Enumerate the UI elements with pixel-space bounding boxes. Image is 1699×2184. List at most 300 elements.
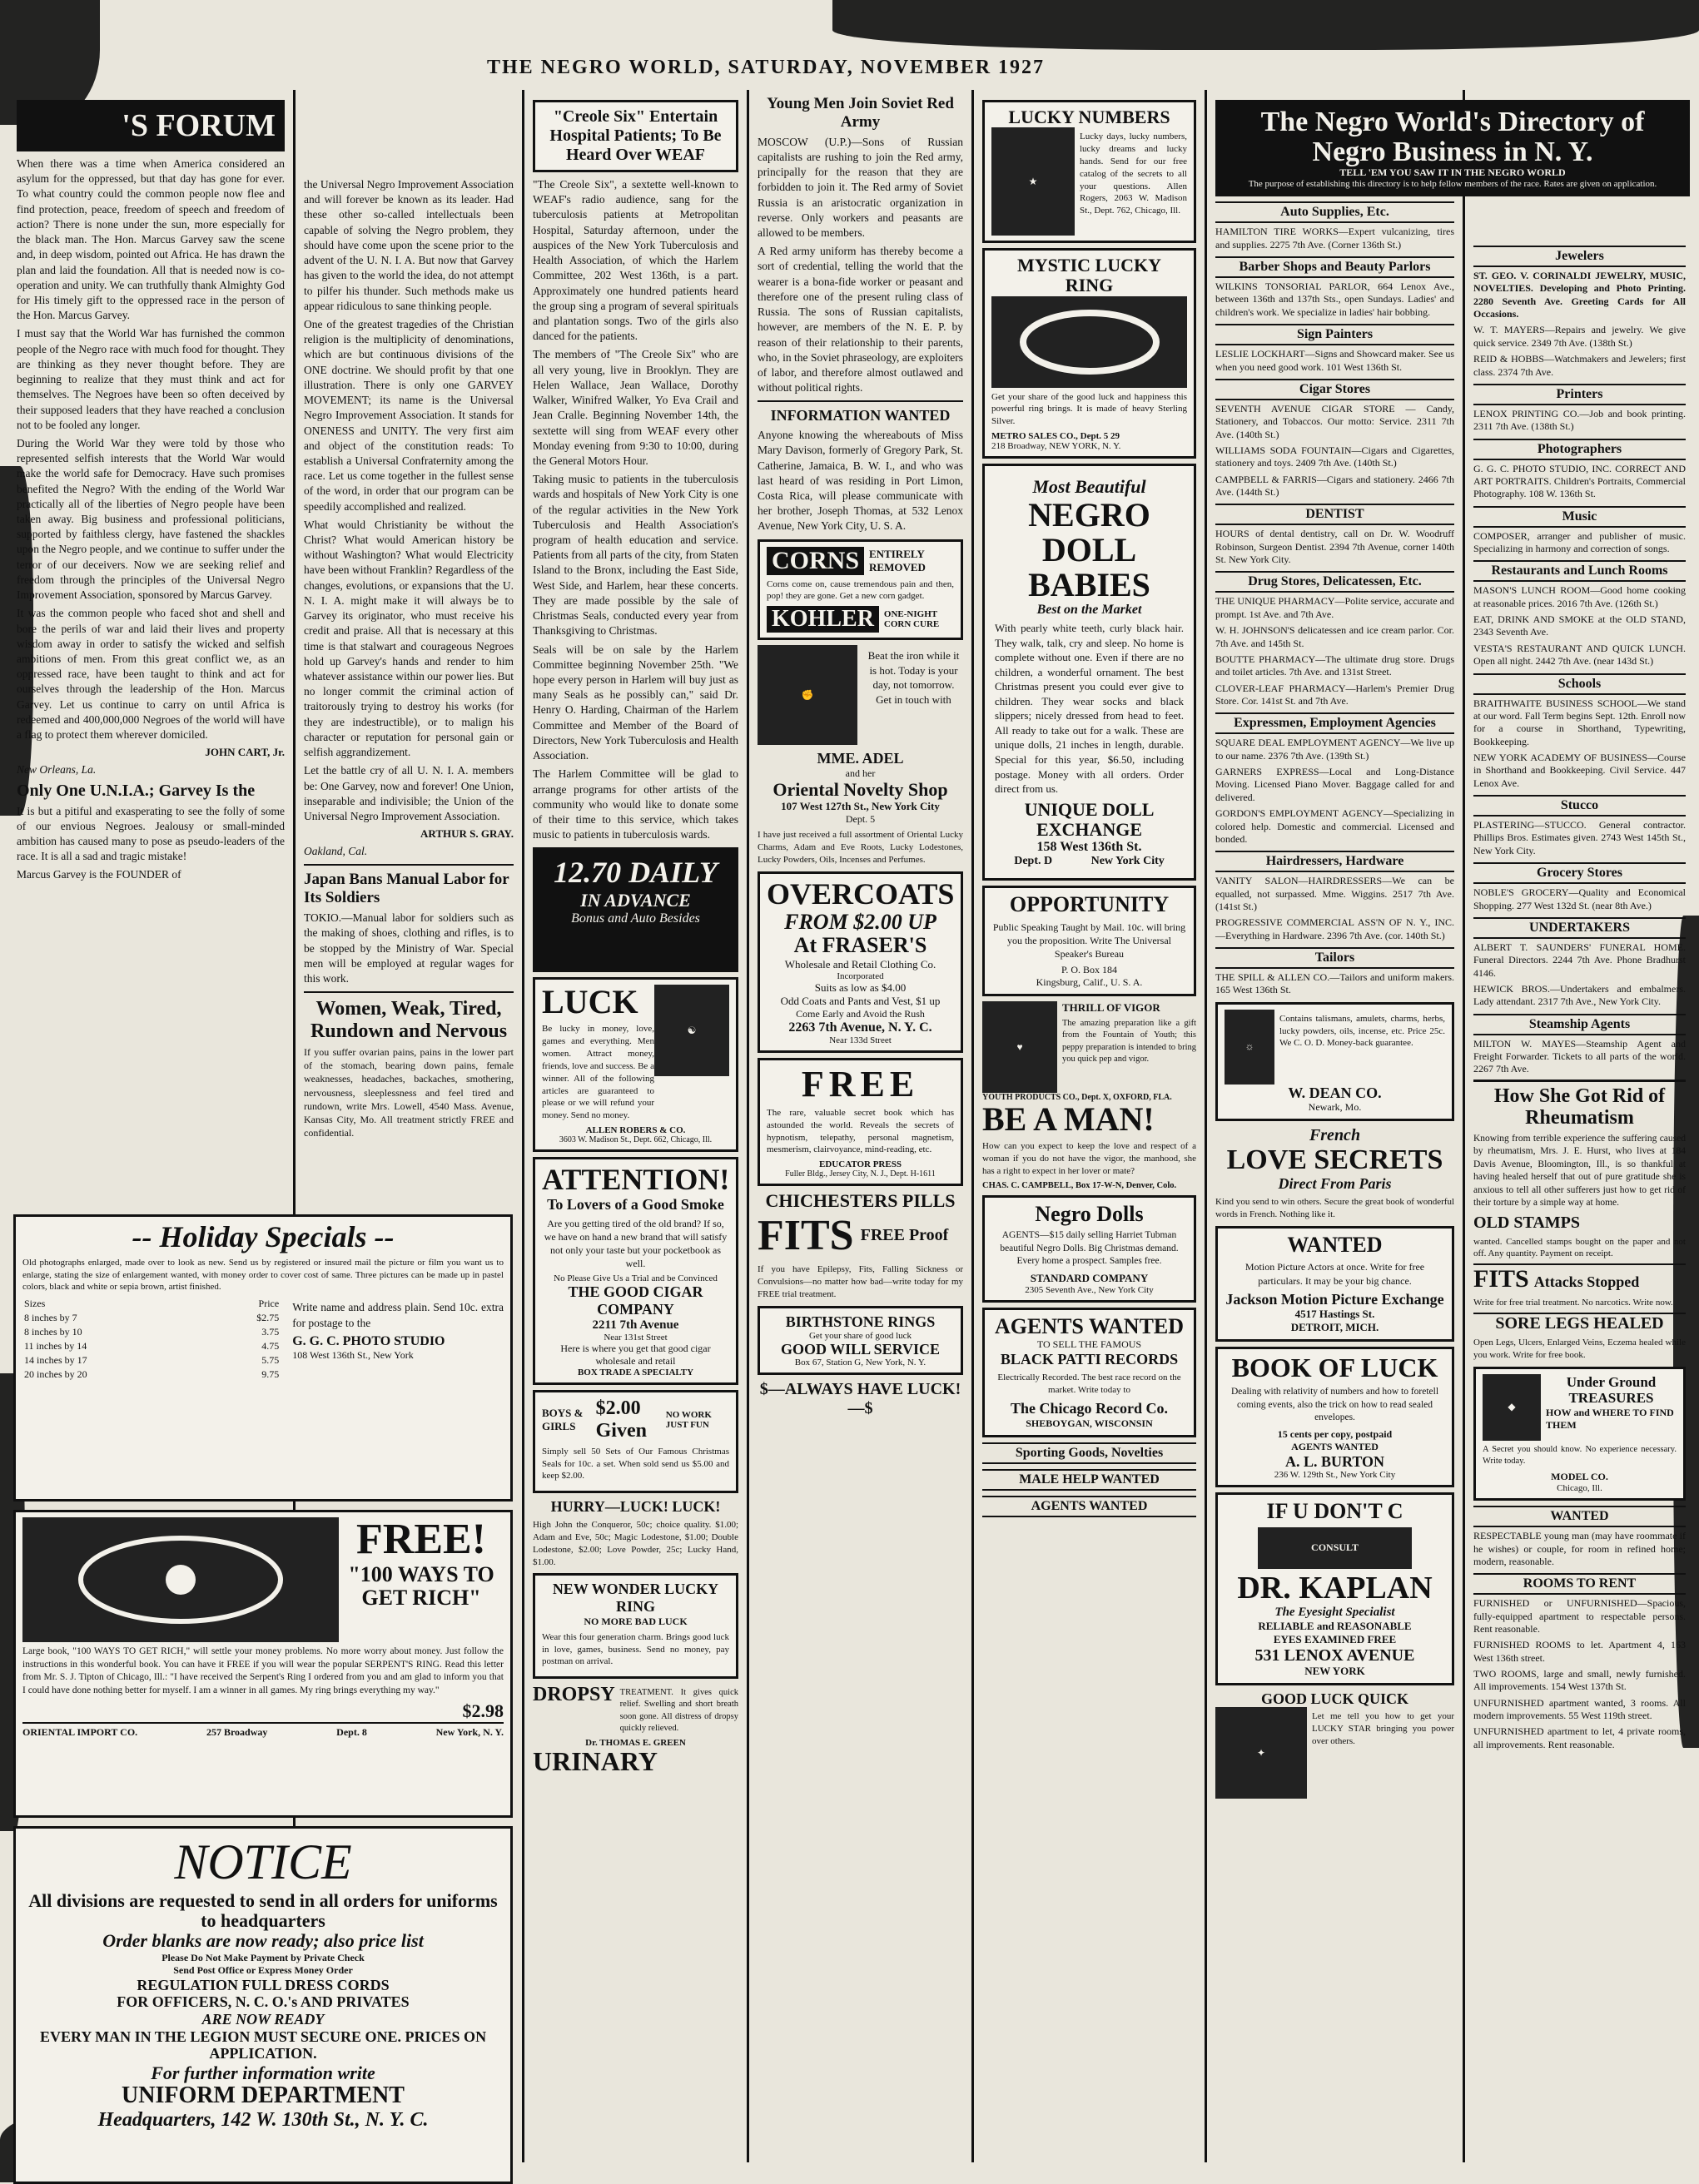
doll-title: NEGRO DOLL BABIES [1028, 496, 1150, 604]
burton-name: A. L. BURTON [1284, 1452, 1385, 1470]
free-title: FREE! [356, 1516, 486, 1563]
listing: THE SPILL & ALLEN CO.—Tailors and uniform makers. 165 West 136th St. [1215, 971, 1454, 996]
forum-para: I must say that the World War has furnished the common people of the Negro race with much food for thought. They are thinking as they never thought before. They are beginning to realize that they must think and act for themselves. The Negroes have been so often deceived by their supposed leaders that they have reached a conclusion not to be fooled any longer. [17, 327, 285, 431]
frasers-come: Come Early and Avoid the Rush [796, 1007, 925, 1020]
negro-dolls-ad [982, 1195, 1196, 1303]
fits2-body: Write for free trial treatment. No narcotics. Write now. [1473, 1298, 1673, 1308]
thrill-title: THRILL OF VIGOR [1062, 1001, 1160, 1015]
unique-city: New York City [1090, 855, 1165, 868]
listing: COMPOSER, arranger and publisher of music. Specializing in harmony and correction of songs. [1473, 529, 1686, 555]
opportunity-city: Kingsburg, Calif., U. S. A. [1036, 976, 1143, 989]
price-header: Price [258, 1298, 280, 1310]
youth-products: YOUTH PRODUCTS CO., Dept. X, OXFORD, FLA. [982, 1093, 1172, 1103]
listing: NOBLE'S GROCERY—Quality and Economical Shopping. 277 West 132d St. (near 8th Ave.) [1473, 886, 1686, 911]
wanted-body: Motion Picture Actors at once. Write for free particulars. It may be your big chance. [1244, 1261, 1425, 1287]
doll-ad [982, 464, 1196, 881]
adel-and: and her [845, 767, 876, 779]
negro-dolls-body: AGENTS—$15 daily selling Harriet Tubman beautiful Negro Dolls. Big Christmas demand. Every home a prospect. Samples free. [1000, 1230, 1179, 1267]
section-steamship: Steamship Agents [1473, 1014, 1686, 1035]
sore-legs-title: SORE LEGS HEALED [1473, 1313, 1686, 1333]
cigar-ad [533, 1157, 738, 1385]
kaplan-name: DR. KAPLAN [1237, 1570, 1433, 1606]
notice-line: All divisions are requested to send in all orders for uniforms to headquarters [28, 1890, 498, 1932]
jackson-city: DETROIT, MICH. [1290, 1321, 1379, 1334]
treasure-chest-icon: ◆ [1483, 1374, 1541, 1441]
forum-title: 'S FORUM [17, 100, 285, 151]
unique-dept: Dept. D [1014, 855, 1053, 868]
women-body: If you suffer ovarian pains, pains in the lower part of the stomach, bearing down pains, female weaknesses, headaches, backaches, smothering, nervousness, sleeplessness and feel tired and rundown, write Mrs. Lowell, 4540 Mass. Avenue, Kansas City, Mo. All treatment strictly FREE and confidential. [304, 1045, 514, 1139]
listing: VANITY SALON—HAIRDRESSERS—We can be equalled, not surpassed. Mme. Wiggins. 2517 7th Ave. (141st St.) [1215, 875, 1454, 912]
section-wanted: WANTED [1473, 1506, 1686, 1527]
model-co: MODEL CO. [1551, 1471, 1608, 1483]
listing: W. T. MAYERS—Repairs and jewelry. We give quick service. 2349 7th Ave. (138th St.) [1473, 324, 1686, 349]
notice-line: For further information write [151, 2062, 375, 2083]
mystic-body: Get your share of the good luck and happiness this powerful ring brings. It is made of heavy Sterling Silver. [991, 391, 1187, 427]
frasers-suits: Suits as low as $4.00 [814, 980, 907, 994]
kaplan-reliable: RELIABLE and REASONABLE [1258, 1619, 1412, 1632]
book-luck-price: 15 cents per copy, postpaid [1277, 1427, 1393, 1440]
price-row: 14 inches by 17 5.75 [24, 1354, 280, 1367]
campbell: CHAS. C. CAMPBELL, Box 17-W-N, Denver, Colo. [982, 1180, 1177, 1190]
adel-body: I have just received a full assortment of Oriental Lucky Charms, Adam and Eve Roots, Lucky Lodestones, Lucky Powders, Oils, Incenses and Perfumes. [758, 830, 963, 865]
adel-address: 107 West 127th St., New York City [781, 800, 940, 813]
educator-address: Fuller Bldg., Jersey City, N. J., Dept. H-1611 [785, 1169, 936, 1179]
notice-line: FOR OFFICERS, N. C. O.'s AND PRIVATES [117, 1993, 410, 2011]
creole-para: Seals will be on sale by the Harlem Committee beginning November 25th. "We hope every person in Harlem will buy just as many Seals as he possibly can," said Dr. Henry O. Harding, Chairman of the Harlem Committee and Member of the Board of Directors, New York Tuberculosis and Health Association. [533, 643, 738, 762]
doll-best: Best on the Market [1036, 603, 1142, 618]
directory-intro: The purpose of establishing this directory is to help fellow members of the race. Rates are given on application. [1248, 179, 1657, 190]
listing: BOUTTE PHARMACY—The ultimate drug store. Drugs and toilet articles. 7th Ave. and 131st Street. [1215, 653, 1454, 678]
notice-line: Headquarters, 142 W. 130th St., N. Y. C. [97, 2109, 429, 2132]
unique-name: UNIQUE DOLL EXCHANGE [1024, 798, 1155, 840]
listing: VESTA'S RESTAURANT AND QUICK LUNCH. Open all night. 2442 7th Ave. (near 143d St.) [1473, 642, 1686, 668]
free-dept: Dept. 8 [336, 1726, 367, 1739]
frasers-near: Near 133d Street [829, 1035, 892, 1045]
fits-title: FITS [758, 1212, 854, 1260]
section-express: Expressmen, Employment Agencies [1215, 712, 1454, 734]
metro-address: 218 Broadway, NEW YORK, N. Y. [991, 441, 1121, 452]
frasers-inc: Incorporated [837, 970, 884, 981]
forum-para: It was the common people who faced shot and shell and bore the perils of war and laid their lives and property wisdom away in order to satisfy the wicked and selfish ambitions of men. From this great conflict we, as an oppressed race, have been taught to think and act for ourselves through the leadership of the Hon. Marcus Garvey. Let us continue to carry on until Africa is redeemed and 400,000,000 Negroes of the world will have a flag to protect them wherever domiciled. [17, 607, 285, 742]
smoke-note: No Please Give Us a Trial and be Convinced [554, 1273, 718, 1284]
directory-tag: TELL 'EM YOU SAW IT IN THE NEGRO WORLD [1339, 166, 1566, 179]
notice-line: ARE NOW READY [201, 2010, 325, 2028]
directory-title: The Negro World's Directory of Negro Business in N. Y. [1260, 107, 1645, 167]
info-wanted-body: Anyone knowing the whereabouts of Miss Mary Davison, formerly of Gregory Park, St. Catherine, Jamaica, B. W. I., and who was last heard of was residing in Port Limon, Costa Rica, will please communicate with her brother, Joseph Thomas, at 532 Lenox Avenue, New York City, U. S. A. [758, 429, 963, 533]
listing: MILTON W. MAYES—Steamship Agent and Freight Forwarder. Tickets to all parts of the world. 2267 7th Ave. [1473, 1037, 1686, 1075]
direct-from-paris: Direct From Paris [1278, 1175, 1392, 1193]
seals-body: Simply sell 50 Sets of Our Famous Christmas Seals for 10c. a set. When sold send us $5.00 and keep $2.00. [542, 1446, 729, 1482]
section-stucco: Stucco [1473, 795, 1686, 817]
listing: CAMPBELL & FARRIS—Cigars and stationery. 2466 7th Ave. (144th St.) [1215, 473, 1454, 499]
info-wanted-title: INFORMATION WANTED [770, 407, 951, 424]
listing: EAT, DRINK AND SMOKE at the OLD STAND, 2343 Seventh Ave. [1473, 613, 1686, 638]
notice-line: Send Post Office or Express Money Order [173, 1963, 353, 1976]
rheumatism-body: Knowing from terrible experience the suffering caused by rheumatism, Mrs. J. E. Hurst, who lives at 184 Davis Avenue, Bloomington, Ill., is so thankful at having healed herself that out of pure gratitude she is anxious to tell all other sufferers just how to get rid of their torture by a simple way at home. [1473, 1133, 1686, 1209]
section-dentist: DENTIST [1215, 504, 1454, 525]
col2-location: Oakland, Cal. [304, 845, 368, 858]
listing: HEWICK BROS.—Undertakers and embalmers. Lady attendant. 2317 7th Ave., New York City. [1473, 982, 1686, 1008]
price-row: 20 inches by 20 9.75 [24, 1368, 280, 1381]
corns-ad [758, 539, 963, 641]
free-book-ad [758, 1058, 963, 1187]
jackson-ad [1215, 1226, 1454, 1343]
listing: W. H. JOHNSON'S delicatessen and ice cream parlor. Cor. 7th Ave. and 145th St. [1215, 624, 1454, 649]
forum-signature: JOHN CART, Jr. [205, 746, 285, 759]
consult-label: CONSULT [1311, 1541, 1359, 1554]
black-patti-ad [982, 1308, 1196, 1437]
listing: GARNERS EXPRESS—Local and Long-Distance Moving. Licensed Piano Mover. Baggage called for and delivered. [1215, 766, 1454, 803]
listing: CLOVER-LEAF PHARMACY—Harlem's Premier Drug Store. Cor. 141st St. and 7th Ave. [1215, 682, 1454, 707]
notice-line: UNIFORM DEPARTMENT [122, 2082, 405, 2109]
adel-dept: Dept. 5 [845, 813, 876, 826]
book-luck-agents: AGENTS WANTED [1291, 1440, 1379, 1452]
section-cigar: Cigar Stores [1215, 379, 1454, 400]
section-restaurants: Restaurants and Lunch Rooms [1473, 560, 1686, 582]
soviet-headline: Young Men Join Soviet Red Army [767, 95, 954, 131]
no-work: NO WORK JUST FUN [665, 1409, 712, 1430]
column-novelties [974, 90, 1207, 2162]
love-body: Kind you send to win others. Secure the great book of wonderful words in French. Nothing like it. [1215, 1197, 1454, 1219]
listing: G. G. C. PHOTO STUDIO, INC. CORRECT AND ART PORTRAITS. Children's Portraits, Commercial Photography. 108 W. 136th St. [1473, 462, 1686, 500]
burton-address: 236 W. 129th St., New York City [1274, 1470, 1396, 1481]
free-company: ORIENTAL IMPORT CO. [22, 1726, 138, 1739]
forum-subhead: Only One U.N.I.A.; Garvey Is the [17, 781, 256, 800]
kaplan-city: NEW YORK [1304, 1664, 1365, 1677]
listing: THE UNIQUE PHARMACY—Polite service, accurate and prompt. 1st Ave. and 7th Ave. [1215, 595, 1454, 620]
notice-line: EVERY MAN IN THE LEGION MUST SECURE ONE. PRICES ON APPLICATION. [39, 2028, 487, 2062]
dean-ad [1215, 1002, 1454, 1122]
given-amount: $2.00 Given [595, 1397, 647, 1442]
overcoats-price: FROM $2.00 UP [784, 909, 936, 934]
section-rooms: ROOMS TO RENT [1473, 1573, 1686, 1595]
fits-body: If you have Epilepsy, Fits, Falling Sickness or Convulsions—no matter how bad—write today for my FREE trial treatment. [758, 1264, 963, 1300]
holiday-right: Write name and address plain. Send 10c. extra for postage to the [292, 1301, 504, 1329]
price-row: 8 inches by 7 $2.75 [24, 1312, 280, 1324]
col2-signature: ARTHUR S. GRAY. [420, 827, 514, 841]
chicago-record: The Chicago Record Co. [1011, 1399, 1168, 1417]
masthead: THE NEGRO WORLD, SATURDAY, NOVEMBER 1927 [486, 57, 1046, 78]
col2-para: One of the greatest tragedies of the Christian religion is the multiplicity of denominations, which are but continuous divisions of the ONE doctrine. We should profit by that one illustration. There is only one GARVEY MOVEMENT; its name is the Universal Negro Improvement Association. It stands for ONENESS and UNITY. The very first aim and object of the constitution reads: To establish a Universal Confraternity among the race. Let us come together in the fullest sense of the word, in order that our program can be speedily accomplished and realized. [304, 317, 514, 513]
ring-icon [991, 296, 1187, 388]
women-headline: Women, Weak, Tired, Rundown and Nervous [310, 998, 508, 1042]
price-row: 11 inches by 14 4.75 [24, 1340, 280, 1353]
agents-wanted-section: AGENTS WANTED [982, 1496, 1196, 1517]
listing: UNFURNISHED apartment wanted, 3 rooms. All modern improvements. 55 West 119th street. [1473, 1696, 1686, 1722]
attention-title: ATTENTION! [542, 1163, 730, 1197]
listing: GORDON'S EMPLOYMENT AGENCY—Specializing in colored help. Domestic and commercial. Licensed and bonded. [1215, 807, 1454, 845]
frasers-odd: Odd Coats and Pants and Vest, $1 up [780, 994, 941, 1007]
daily-amount: 12.70 DAILY [554, 856, 718, 890]
star-icon: ✦ [1215, 1707, 1307, 1799]
free-body: Large book, "100 WAYS TO GET RICH," will settle your money problems. No more worry about money. Just follow the instructions in this wonderful book. You can have it FREE if you will wear the popular SERPENT'S RING. Read this letter from Mr. S. J. Tipton of Chicago, Ill.: "I have received the Serpent's Ring I ordered from you and am glad to inform you that I could have done nothing better for myself. I am a winner in all games. My ring brings everything my way." [22, 1646, 504, 1695]
wonder-body: Wear this four generation charm. Brings good luck in love, games, business. Send no money, pay postman on arrival. [542, 1631, 729, 1667]
overcoats-title: OVERCOATS [767, 876, 955, 911]
listing: ALBERT T. SAUNDERS' FUNERAL HOME. Funeral Directors. 2244 7th Ave. Phone Bradhurst 4146. [1473, 941, 1686, 979]
jackson-name: Jackson Motion Picture Exchange [1225, 1290, 1444, 1308]
listing: MASON'S LUNCH ROOM—Good home cooking at reasonable prices. 2016 7th Ave. (126th St.) [1473, 584, 1686, 609]
birthstone-sub: Get your share of good luck [808, 1330, 912, 1341]
cigar-address: 2211 7th Avenue [592, 1318, 679, 1332]
serpent-ring-icon [31, 1521, 330, 1638]
listing: LESLIE LOCKHART—Signs and Showcard maker. See us when you need good work. 101 West 136th St. [1215, 348, 1454, 373]
section-schools: Schools [1473, 673, 1686, 695]
standard-company: STANDARD COMPANY [1030, 1271, 1149, 1284]
agents-sub: TO SELL THE FAMOUS [1036, 1338, 1142, 1351]
unique-address: 158 West 136th St. [1036, 840, 1142, 855]
cigar-company: THE GOOD CIGAR COMPANY [568, 1283, 703, 1318]
lucky-numbers-body: Lucky days, lucky numbers, lucky dreams and lucky hands. Send for our free catalog of the secrets to all your questions. Allen Rogers, 2063 W. Madison St., Dept. 762, Chicago, Ill. [1080, 132, 1187, 216]
corns-title: CORNS [767, 547, 864, 575]
fits2-sub: Attacks Stopped [1533, 1273, 1640, 1291]
good-luck-body: Let me tell you how to get your LUCKY STAR bringing you power over others. [1312, 1711, 1454, 1747]
section-music: Music [1473, 506, 1686, 528]
be-a-man-body: How can you expect to keep the love and respect of a woman if you do not have the vigor, the manhood, she has a right to expect in her lover or mate? [982, 1141, 1196, 1176]
rheumatism-title: How She Got Rid of Rheumatism [1473, 1080, 1686, 1129]
section-auto: Auto Supplies, Etc. [1215, 201, 1454, 223]
smoke-sub: To Lovers of a Good Smoke [547, 1195, 724, 1213]
creole-para: The Harlem Committee will be glad to arrange programs for other artists of the community who would like to donate some of their time to this service, which takes music to patients in tuberculosis wards. [533, 767, 738, 841]
free-city: New York, N. Y. [435, 1726, 504, 1739]
fist-icon: ✊ [758, 645, 857, 745]
educator-name: EDUCATOR PRESS [819, 1159, 902, 1170]
listing: RESPECTABLE young man (may have roommate if he wishes) or couple, for room in refined home; modern, reasonable. [1473, 1530, 1686, 1567]
love-secrets-title: LOVE SECRETS [1226, 1144, 1443, 1176]
soviet-para: A Red army uniform has thereby become a sort of credential, telling the world that the wearer is a bona-fide worker or peasant and therefore one of the present ruling class of Russia. The sons of Russian capitalists, however, are members of the N. E. P. by reason of their relationship to their parents, who, in the Soviet phraseology, are exploiters of labor, and therefore almost outlawed and without political rights. [758, 245, 963, 395]
section-barber: Barber Shops and Beauty Parlors [1215, 256, 1454, 278]
column-directory-right [1465, 90, 1694, 2162]
kaplan-specialty: The Eyesight Specialist [1274, 1605, 1395, 1619]
section-printers: Printers [1473, 384, 1686, 405]
book-of-luck-ad [1215, 1347, 1454, 1487]
dean-name: W. DEAN CO. [1288, 1084, 1382, 1101]
birthstone-title: BIRTHSTONE RINGS [785, 1313, 936, 1330]
section-hair: Hairdressers, Hardware [1215, 851, 1454, 872]
stamps-body: wanted. Cancelled stamps bought on the paper and not off. Any quantity. Payment on receipt. [1473, 1236, 1686, 1259]
free-book-title: FREE [801, 1063, 920, 1104]
french-label: French [1309, 1126, 1361, 1145]
frasers-name: At FRASER'S [793, 933, 927, 958]
horseshoe-icon: ☯ [654, 985, 729, 1076]
creole-headline-box [533, 100, 738, 172]
chichesters-title: CHICHESTERS PILLS [765, 1190, 956, 1212]
free-price: $2.98 [462, 1700, 504, 1722]
dropsy-doctor: Dr. THOMAS E. GREEN [585, 1737, 686, 1748]
metro-name: METRO SALES CO., Dept. 5 29 [991, 431, 1120, 442]
section-sign: Sign Painters [1215, 324, 1454, 345]
dean-body: Contains talismans, amulets, charms, herbs, lucky powders, oils, incense, etc. Price 25c. We C. O. D. Money-back guarantee. [1279, 1013, 1445, 1049]
negro-dolls-title: Negro Dolls [1035, 1201, 1144, 1226]
section-undertakers: UNDERTAKERS [1473, 917, 1686, 939]
adel-name: MME. ADEL [817, 750, 904, 767]
luck-ad [533, 977, 738, 1152]
free-subtitle: "100 WAYS TO GET RICH" [348, 1561, 494, 1611]
column-soviet [749, 90, 974, 2162]
dean-city: Newark, Mo. [1308, 1101, 1362, 1114]
urinary-title: URINARY [533, 1745, 658, 1776]
always-luck-title: $—ALWAYS HAVE LUCK!—$ [759, 1380, 961, 1418]
dropsy-body: TREATMENT. It gives quick relief. Swelling and short breath soon gone. All distress of dropsy quickly relieved. [619, 1688, 738, 1733]
section-drug: Drug Stores, Delicatessen, Etc. [1215, 571, 1454, 593]
agents-title: AGENTS WANTED [994, 1313, 1185, 1338]
treasures-sub: HOW and WHERE TO FIND THEM [1546, 1406, 1674, 1431]
size-header: Sizes [24, 1298, 46, 1310]
section-jewelers: Jewelers [1473, 246, 1686, 267]
listing: FURNISHED or UNFURNISHED—Spacious, fully-equipped apartment to respectable persons. Rent reasonable. [1473, 1597, 1686, 1635]
cigar-box: BOX TRADE A SPECIALTY [577, 1367, 694, 1377]
listing: TWO ROOMS, large and small, newly furnished. All improvements. 154 West 137th St. [1473, 1668, 1686, 1693]
creole-para: The members of "The Creole Six" who are all very young, live in Brooklyn. They are Helen Wallace, Jean Wallace, Dorothy Walker, Winifred Walker, Yo Eva Crail and Jean Cralle. Beginning November 14th, the sextette will sing from WEAF every other Monday evening from 9:30 to 10:00, during the General Motors Hour. [533, 348, 738, 467]
col2-para: What would Christianity be without the Christ? What would American history be without Washington? What would Electricity have been without Franklin? Regardless of the changes, evolutions, or expansions that the U. N. I. A. might make it will always be to Garvey its originator, who must receive his credit and praise. All that is necessary at this time is that stalwart and courageous Negroes hold up Garvey's hands and render to him whatever assistance within our power lies. But no longer commit the criminal action of traitorously trying to destroy his works (for they are indestructible), or to malign his character or reputation for personal gain or selfish aggrandizement. [304, 518, 514, 759]
listing: REID & HOBBS—Watchmakers and Jewelers; first class. 2374 7th Ave. [1473, 353, 1686, 378]
sheboygan: SHEBOYGAN, WISCONSIN [1026, 1417, 1153, 1429]
forum-para: It is but a pitiful and exasperating to see the folly of some of our envious Negroes. Jealousy or small-minded ambition has caused many to pose as pseudo-leaders of the race. It is all a sad and tragic mistake! [17, 804, 285, 863]
book-luck-body: Dealing with relativity of numbers and how to foretell coming events, also the trick on how to read sealed envelopes. [1230, 1387, 1439, 1423]
good-luck-quick-title: GOOD LUCK QUICK [1260, 1690, 1408, 1707]
book-luck-title: BOOK OF LUCK [1231, 1353, 1438, 1383]
good-will-address: Box 67, Station G, New York, N. Y. [794, 1358, 927, 1368]
mystic-ring-ad [982, 248, 1196, 459]
listing: PROGRESSIVE COMMERCIAL ASS'N OF N. Y., INC.—Everything in Hardware. 2396 7th Ave. (cor. 140th St.) [1215, 916, 1454, 941]
treasures-title: Under Ground TREASURES [1566, 1373, 1657, 1407]
holiday-price-table [22, 1297, 281, 1382]
free-address: 257 Broadway [206, 1726, 268, 1739]
dropsy-title: DROPSY [533, 1684, 615, 1706]
forum-para: When there was a time when America considered an asylum for the oppressed, but that day has gone for ever. To what country could the common people now flee and find protection, peace, freedom of speech and freedom of action? There is none under the sun, more especially for the black man. The Hon. Marcus Garvey saw the scene and, in deep wisdom, pointed out Africa. He has drawn the plan and laid the foundation. All that is needed now is co-operation and unity. We can truthfully thank Almighty God for His timely gift to the oppressed race in the person of the Hon. Marcus Garvey. [17, 157, 285, 322]
luck-body: Be lucky in money, love, games and everything. Men women. Attract money, friends, love and success. Be a winner. All of the following articles are guaranteed to please or we will refund your money. Send no money. [542, 1024, 654, 1121]
luck-address: 3603 W. Madison St., Dept. 662, Chicago, Ill. [559, 1135, 713, 1145]
wonder-sub: NO MORE BAD LUCK [584, 1615, 688, 1627]
male-help-wanted: MALE HELP WANTED [982, 1469, 1196, 1491]
listing: BRAITHWAITE BUSINESS SCHOOL—We stand at our word. Fall Term begins Sept. 12th. Enroll now for a course in Shorthand, Typewriting, Bookkeeping. [1473, 697, 1686, 747]
price-row: 8 inches by 10 3.75 [24, 1326, 280, 1338]
opportunity-ad [982, 886, 1196, 996]
kohler-tagline: ONE-NIGHT CORN CURE [883, 609, 940, 630]
luck-company: ALLEN ROBERS & CO. [585, 1125, 686, 1136]
fits-free-proof: FREE Proof [860, 1226, 949, 1245]
jackson-address: 4517 Hastings St. [1294, 1308, 1375, 1321]
charm-icon: ☼ [1225, 1010, 1274, 1085]
mystic-ring-icon [1006, 300, 1173, 384]
section-photographers: Photographers [1473, 439, 1686, 460]
smoke-body: Are you getting tired of the old brand? If so, we have on hand a new brand that will satisfy not only your taste but your pocketbook as well. [544, 1217, 728, 1270]
lucky-numbers-ad [982, 100, 1196, 243]
listing: SEVENTH AVENUE CIGAR STORE — Candy, Stationery, and Tobaccos. Our motto: Service. 2311 7th Ave. (140th St.) [1215, 402, 1454, 440]
black-patti-title: BLACK PATTI RECORDS [1000, 1351, 1179, 1368]
kaplan-ad [1215, 1492, 1454, 1685]
listing: HAMILTON TIRE WORKS—Expert vulcanizing, tires and supplies. 2275 7th Ave. (Corner 136th St.) [1215, 226, 1454, 251]
opportunity-title: OPPORTUNITY [1009, 892, 1170, 917]
listing: UNFURNISHED apartment to let, 4 private rooms, all improvements. Rent reasonable. [1473, 1725, 1686, 1750]
studio-name: G. G. C. PHOTO STUDIO [292, 1333, 445, 1348]
column-creole [524, 90, 749, 2162]
forum-para: During the World War they were told by those who represented selfish interests that the World War would make the world safe for Democracy. Have such promises benefited the Negro? With the ending of the World War practically all of the liberties of Negro people have been taken away. Big business and professional politicians, supported by faithless clergy, have fastened the shackles upon the Negro people, and we continue to suffer under the terror of our deceivers. Now we are seeking relief and freedom through the principles of the Universal Negro Improvement Association, sponsored by Marcus Garvey. [17, 436, 285, 602]
notice-line: Please Do Not Make Payment by Private Check [161, 1951, 365, 1963]
col2-para: the Universal Negro Improvement Association and will forever be known as its leader. Had these other so-called intellectuals been capable of solving the Negro problem, they should have come upon the scene prior to the advent of the U. N. I. A. But now that Garvey has given to the world the idea, do not attempt to pilfer his thunder. Such methods make us appear ridiculous to sane thinking people. [304, 178, 514, 312]
frasers-sub: Wholesale and Retail Clothing Co. [784, 957, 936, 970]
creole-para: Taking music to patients in the tuberculosis wards and hospitals of New York City is one of the regular activities in the New York Tuberculosis and Health Association's program of health education and service. Patients from all parts of the city, from Staten Island to the Bronx, including the East Side, West Side, and Harlem, hear these concerts. They are made possible by the sale of Christmas Seals, conducted every year from Thanksgiving to Christmas. [533, 473, 738, 638]
be-a-man-title: BE A MAN! [982, 1100, 1155, 1139]
model-city: Chicago, Ill. [1557, 1483, 1602, 1494]
japan-headline: Japan Bans Manual Labor for Its Soldiers [304, 871, 509, 907]
boys-girls: BOYS & GIRLS [542, 1406, 584, 1432]
listing: HOURS of dental dentistry, call on Dr. W. Woodruff Robinson, Surgeon Dentist. 2394 7th Avenue, corner 140th St. New York City. [1215, 528, 1454, 566]
studio-address: 108 West 136th St., New York [292, 1348, 414, 1361]
holiday-intro: Old photographs enlarged, made over to look as new. Send us by registered or insured mail the picture or film you want us to enlarge, stating the size of enlargement wanted, with money order to cover cost of same. Three pictures can be made up in pastel colors, black and white or sepia brown, artist finished. [22, 1257, 504, 1293]
notice-line: REGULATION FULL DRESS CORDS [137, 1976, 390, 1993]
couple-icon: ♥ [982, 1001, 1057, 1093]
wanted-title: WANTED [1287, 1232, 1383, 1257]
listing: PLASTERING—STUCCO. General contractor. Phillips Bros. Estimates given. 2743 West 145th St., New York City. [1473, 819, 1686, 856]
good-will-name: GOOD WILL SERVICE [780, 1340, 941, 1358]
frasers-ad [758, 871, 963, 1053]
wonder-title: NEW WONDER LUCKY RING [552, 1581, 719, 1616]
kaplan-free: EYES EXAMINED FREE [1273, 1632, 1397, 1645]
treasures-body: A Secret you should know. No experience necessary. Write today. [1483, 1444, 1677, 1466]
daily-bonus: Bonus and Auto Besides [571, 911, 700, 926]
mystic-title: MYSTIC LUCKY RING [1017, 255, 1161, 296]
listing: FURNISHED ROOMS to let. Apartment 4, 163 West 136th street. [1473, 1639, 1686, 1664]
ring-illustration [22, 1517, 339, 1642]
daily-advance-ad [533, 847, 738, 972]
hurry-title: HURRY—LUCK! LUCK! [550, 1498, 721, 1516]
listing: WILLIAMS SODA FOUNTAIN—Cigars and Cigarettes, stationery and toys. 2409 7th Ave. (140th St.) [1215, 444, 1454, 469]
hurry-body: High John the Conqueror, 50c; choice quality. $1.00; Adam and Eve, 50c; Magic Lodestone, $1.00; Double Lodestone, $2.00; Love Powder, 25c; Lucky Hand, $1.00. [533, 1519, 738, 1567]
seals-ad [533, 1390, 738, 1494]
sore-legs-body: Open Legs, Ulcers, Enlarged Veins, Eczema healed while you work. Write for free book. [1473, 1338, 1686, 1360]
doll-body: With pearly white teeth, curly black hair. They walk, talk, cry and sleep. No home is complete without one. Even if there are no children, a wonderful ornament. The best Christmas present you could ever give to children. They wear socks and black slippers; nicely dressed from head to feet. All ready to take out for a walk. These are unique dolls, 21 inches in length, durable. Special for this year, $6.50, including postage. Money with all orders. Order direct from us. [995, 622, 1184, 796]
kaplan-address: 531 LENOX AVENUE [1254, 1645, 1415, 1665]
column-forum-continued [296, 90, 524, 2162]
listing: ST. GEO. V. CORINALDI JEWELRY, MUSIC, NOVELTIES. Developing and Photo Printing. 2280 Seventh Ave. Greeting Cards for All Occasions. [1473, 270, 1686, 320]
frasers-address: 2263 7th Avenue, N. Y. C. [788, 1020, 932, 1035]
adel-shop: Oriental Novelty Shop [772, 779, 948, 800]
sporting-goods: Sporting Goods, Novelties [982, 1442, 1196, 1464]
opportunity-box: P. O. Box 184 [1061, 964, 1117, 976]
lucky-numbers-title: LUCKY NUMBERS [1008, 107, 1170, 127]
thrill-body: The amazing preparation like a gift from the Fountain of Youth; this peppy preparation is intended to bring you quick pep and vigor. [1062, 1019, 1196, 1064]
forum-para: Marcus Garvey is the FOUNDER of [17, 868, 181, 881]
section-tailors: Tailors [1215, 947, 1454, 969]
col2-para: Let the battle cry of all U. N. I. A. members be: One Garvey, now and forever! One Union, inseparable and indivisible; the Union of the Universal Negro Improvement Association. [304, 764, 514, 822]
cigar-near: Near 131st Street [604, 1332, 668, 1343]
iron-text: Beat the iron while it is hot. Today is your day, not tomorrow. Get in touch with [867, 649, 960, 706]
eyeglasses-icon [1258, 1527, 1412, 1569]
notice-line: Order blanks are now ready; also price list [102, 1930, 424, 1952]
kohler-brand: KOHLER [767, 606, 879, 633]
listing: NEW YORK ACADEMY OF BUSINESS—Course in Shorthand and Bookkeeping. Civil Service. 447 Lenox Ave. [1473, 751, 1686, 789]
fortune-teller-icon: ★ [991, 127, 1075, 236]
listing: LENOX PRINTING CO.—Job and book printing. 2311 7th Ave. (138th St.) [1473, 407, 1686, 433]
luck-title: LUCK [542, 983, 638, 1021]
creole-para: "The Creole Six", a sextette well-known to WEAF's radio audience, sang for the tuberculosis patients at Metropolitan Hospital, Saturday afternoon, under the auspices of the New York Tuberculosis and Health Association, of which the Harlem Committee, 202 West 136th, is a part. Approximately one hundred patients heard the group sing a program of several spirituals and plantation songs. Two of the girls also danced for the patients. [533, 178, 738, 343]
daily-advance: IN ADVANCE [580, 890, 691, 911]
treasures-ad [1473, 1367, 1686, 1501]
fits2-title: FITS [1473, 1265, 1529, 1293]
if-u-dont-c: IF U DON'T C [1266, 1499, 1403, 1524]
corns-removed: ENTIRELY REMOVED [869, 547, 926, 573]
wonder-ring-ad [533, 1573, 738, 1679]
stamps-title: OLD STAMPS [1473, 1213, 1580, 1232]
forum-location: New Orleans, La. [17, 763, 97, 777]
doll-most: Most Beautiful [1032, 476, 1146, 498]
holiday-title: -- Holiday Specials -- [132, 1220, 395, 1253]
creole-headline: "Creole Six" Entertain Hospital Patients; To Be Heard Over WEAF [549, 107, 722, 164]
ink-blotch [832, 0, 1699, 50]
corns-body: Corns come on, cause tremendous pain and then, pop! they are gone. Get a new corn gadget. [767, 578, 954, 602]
cigar-tagline: Here is where you get that good cigar wholesale and retail [560, 1342, 711, 1367]
listing: WILKINS TONSORIAL PARLOR, 664 Lenox Ave., between 136th and 137th Sts., open Sundays. Ladies' and children's work. We specialize in ladies' hair bobbing. [1215, 280, 1454, 318]
